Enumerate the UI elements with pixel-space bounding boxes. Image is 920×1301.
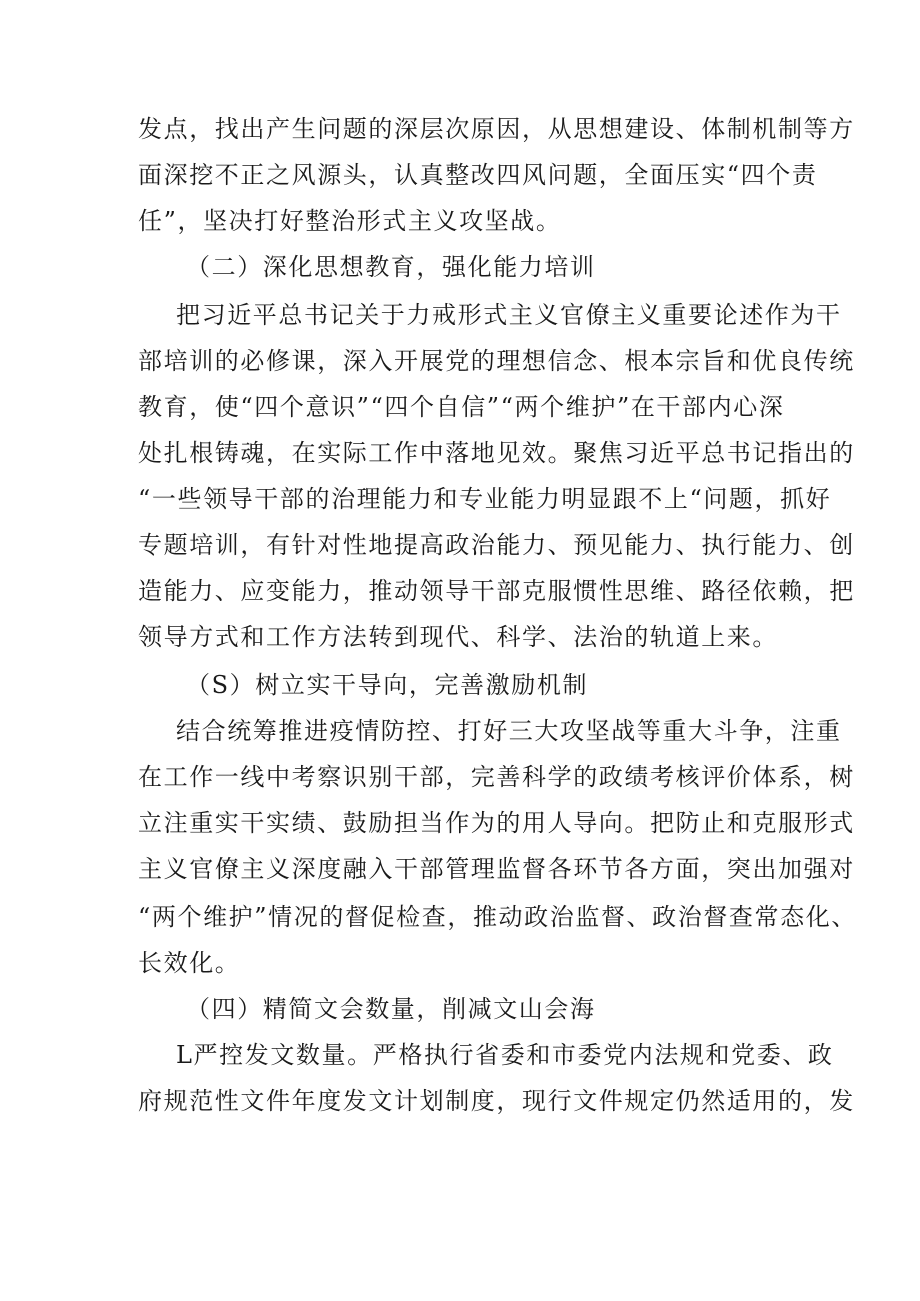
paragraph-1-line-2: 面深挖不正之风源头，认真整改四风问题，全面压实“四个责 bbox=[138, 161, 818, 189]
section-heading-3: （S）树立实干导向，完善激励机制 bbox=[186, 671, 589, 699]
paragraph-3-line-5: “两个维护”情况的督促检查，推动政治监督、政治督查常态化、 bbox=[138, 903, 857, 931]
paragraph-3-line-3: 立注重实干实绩、鼓励担当作为的用人导向。把防止和克服形式 bbox=[138, 809, 855, 837]
paragraph-3-line-4: 主义官僚主义深度融入干部管理监督各环节各方面，突出加强对 bbox=[138, 855, 855, 883]
paragraph-4-line-1: L严控发文数量。严格执行省委和市委党内法规和党委、政 bbox=[176, 1041, 834, 1069]
paragraph-3-line-1: 结合统筹推进疫情防控、打好三大攻坚战等重大斗争，注重 bbox=[176, 717, 842, 745]
paragraph-3-line-6: 长效化。 bbox=[138, 949, 241, 977]
paragraph-2-line-5: “一些领导干部的治理能力和专业能力明显跟不上“问题，抓好 bbox=[138, 485, 832, 513]
paragraph-1-line-3: 任”，坚决打好整治形式主义攻坚战。 bbox=[138, 207, 562, 235]
paragraph-2-line-8: 领导方式和工作方法转到现代、科学、法治的轨道上来。 bbox=[138, 623, 778, 651]
paragraph-2-line-3: 教育，使“四个意识”“四个自信”“两个维护”在干部内心深 bbox=[138, 393, 785, 421]
paragraph-2-line-7: 造能力、应变能力，推动领导干部克服惯性思维、路径依赖，把 bbox=[138, 577, 855, 605]
paragraph-2-line-6: 专题培训，有针对性地提高政治能力、预见能力、执行能力、创 bbox=[138, 531, 855, 559]
paragraph-2-line-4: 处扎根铸魂，在实际工作中落地见效。聚焦习近平总书记指出的 bbox=[138, 439, 855, 467]
paragraph-2-line-1: 把习近平总书记关于力戒形式主义官僚主义重要论述作为干 bbox=[176, 301, 842, 329]
section-heading-2: （二）深化思想教育，强化能力培训 bbox=[186, 253, 596, 281]
section-heading-4: （四）精简文会数量，削减文山会海 bbox=[186, 995, 596, 1023]
paragraph-2-line-2: 部培训的必修课，深入开展党的理想信念、根本宗旨和优良传统 bbox=[138, 347, 855, 375]
paragraph-1-line-1: 发点，找出产生问题的深层次原因，从思想建设、体制机制等方 bbox=[138, 115, 855, 143]
paragraph-3-line-2: 在工作一线中考察识别干部，完善科学的政绩考核评价体系，树 bbox=[138, 763, 855, 791]
paragraph-4-line-2: 府规范性文件年度发文计划制度，现行文件规定仍然适用的，发 bbox=[138, 1087, 855, 1115]
